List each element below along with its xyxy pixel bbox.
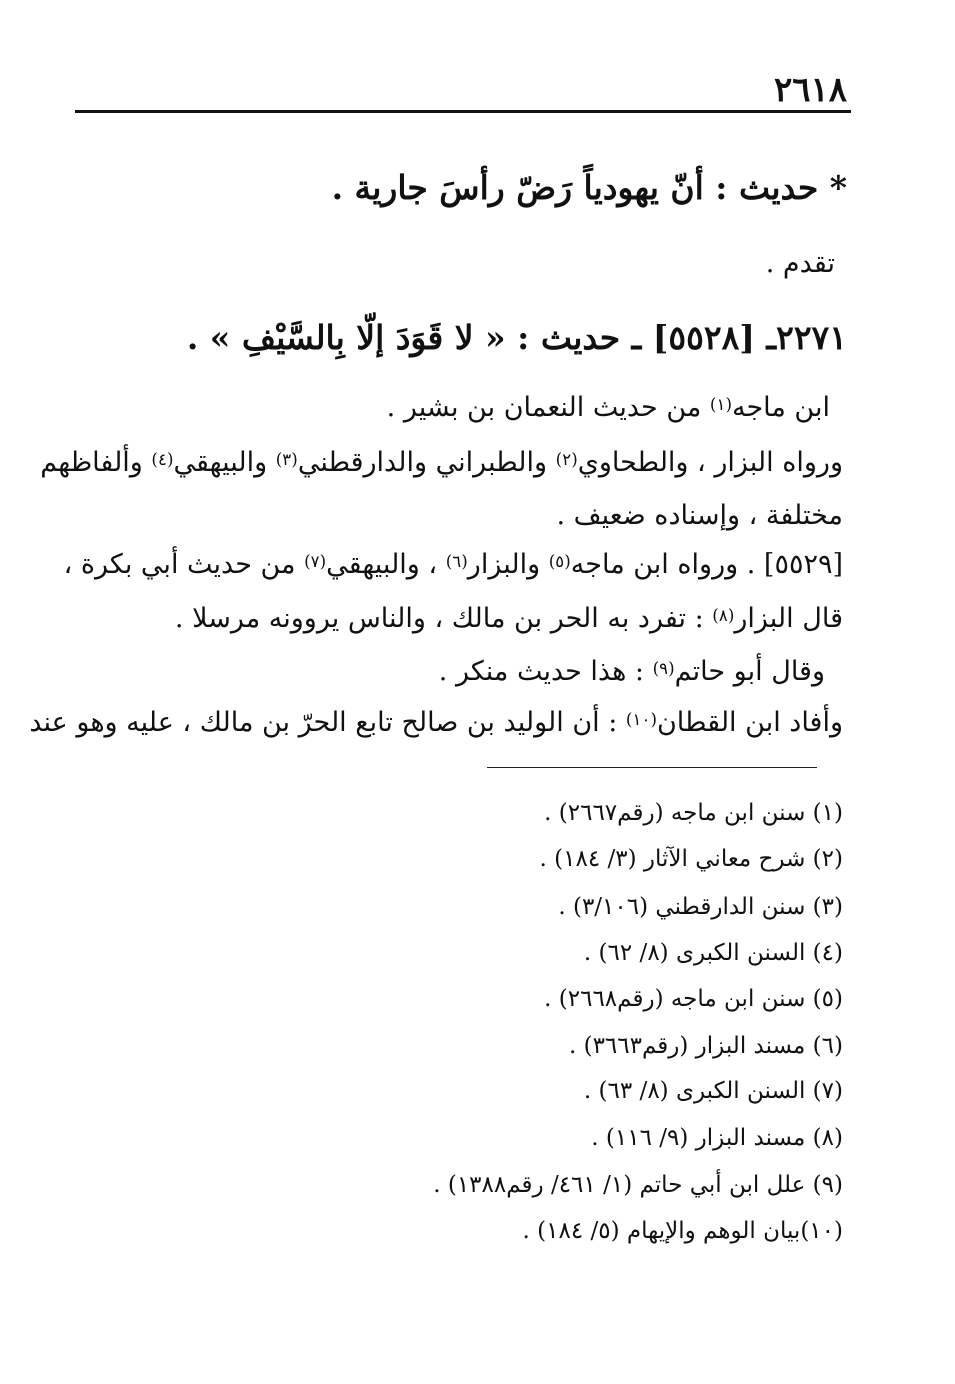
- text-segment: ورواه البزار ، والطحاوي: [577, 447, 843, 478]
- text-segment: والطبراني والدارقطني: [297, 447, 556, 478]
- footnote-ref: (٧): [304, 551, 327, 572]
- footnote-ref: (١٠): [625, 709, 657, 730]
- footnote-8: (٨) مسند البزار (٩/ ١١٦) .: [591, 1125, 843, 1151]
- footnote-10: (١٠)بيان الوهم والإيهام (٥/ ١٨٤) .: [522, 1218, 843, 1244]
- page-number: ٢٦١٨: [773, 70, 847, 110]
- footnote-ref: (٩): [652, 658, 675, 679]
- footnote-7: (٧) السنن الكبرى (٨/ ٦٣) .: [583, 1078, 843, 1104]
- body-line-4: مختلفة ، وإسناده ضعيف .: [556, 500, 843, 531]
- hadith-heading-2: ٢٢٧١ـ [٥٥٢٨] ـ حديث : « لا قَوَدَ إلّا بِالسَّيْفِ » .: [186, 318, 847, 357]
- footnote-4: (٤) السنن الكبرى (٨/ ٦٢) .: [583, 940, 843, 966]
- footnote-1: (١) سنن ابن ماجه (رقم٢٦٦٧) .: [544, 800, 843, 826]
- footnote-ref: (٥): [548, 551, 571, 572]
- text-segment: [٥٥٢٩] . ورواه ابن ماجه: [570, 549, 843, 580]
- text-segment: : أن الوليد بن صالح تابع الحرّ بن مالك ، عليه وهو عند: [29, 707, 626, 738]
- body-line-7: [439, 656, 825, 687]
- hadith-heading-1: * حديث : أنّ يهودياً رَضّ رأسَ جارية .: [331, 168, 847, 207]
- text-segment: ابن ماجه: [731, 392, 830, 423]
- text-segment: ، والبيهقي: [326, 549, 446, 580]
- footnote-ref: (١): [709, 394, 732, 415]
- footnote-ref: (٨): [712, 605, 735, 626]
- body-line-8: [29, 707, 843, 738]
- footnote-6: (٦) مسند البزار (رقم٣٦٦٣) .: [568, 1033, 843, 1059]
- footnote-3: (٣) سنن الدارقطني (٣/١٠٦) .: [558, 894, 843, 920]
- text-segment: قال البزار: [734, 603, 843, 634]
- text-segment: من حديث أبي بكرة ،: [63, 549, 305, 580]
- footnote-ref: (٦): [445, 551, 468, 572]
- footnote-2: (٢) شرح معاني الآثار (٣/ ١٨٤) .: [539, 846, 843, 872]
- footnote-5: (٥) سنن ابن ماجه (رقم٢٦٦٨) .: [544, 986, 843, 1012]
- body-line-3: [40, 447, 843, 478]
- footnote-9: (٩) علل ابن أبي حاتم (١/ ٤٦١/ رقم١٣٨٨) .: [433, 1172, 843, 1198]
- body-line-6: [175, 603, 843, 634]
- footnote-ref: (٤): [151, 449, 174, 470]
- text-segment: وألفاظهم: [40, 447, 152, 478]
- body-line-5: [63, 549, 843, 580]
- footnote-ref: (٣): [275, 449, 298, 470]
- text-segment: : هذا حديث منكر .: [438, 656, 653, 687]
- text-segment: والبزار: [467, 549, 549, 580]
- text-segment: وأفاد ابن القطان: [656, 707, 843, 738]
- text-segment: وقال أبو حاتم: [674, 656, 825, 687]
- text-segment: من حديث النعمان بن بشير .: [386, 392, 710, 423]
- text-segment: والبيهقي: [173, 447, 276, 478]
- footnote-separator: [487, 767, 817, 768]
- header-rule: [75, 110, 851, 113]
- body-line-2: [387, 392, 830, 423]
- body-line-1: تقدم .: [765, 248, 835, 279]
- text-segment: : تفرد به الحر بن مالك ، والناس يروونه مرسلا .: [174, 603, 713, 634]
- footnote-ref: (٢): [555, 449, 578, 470]
